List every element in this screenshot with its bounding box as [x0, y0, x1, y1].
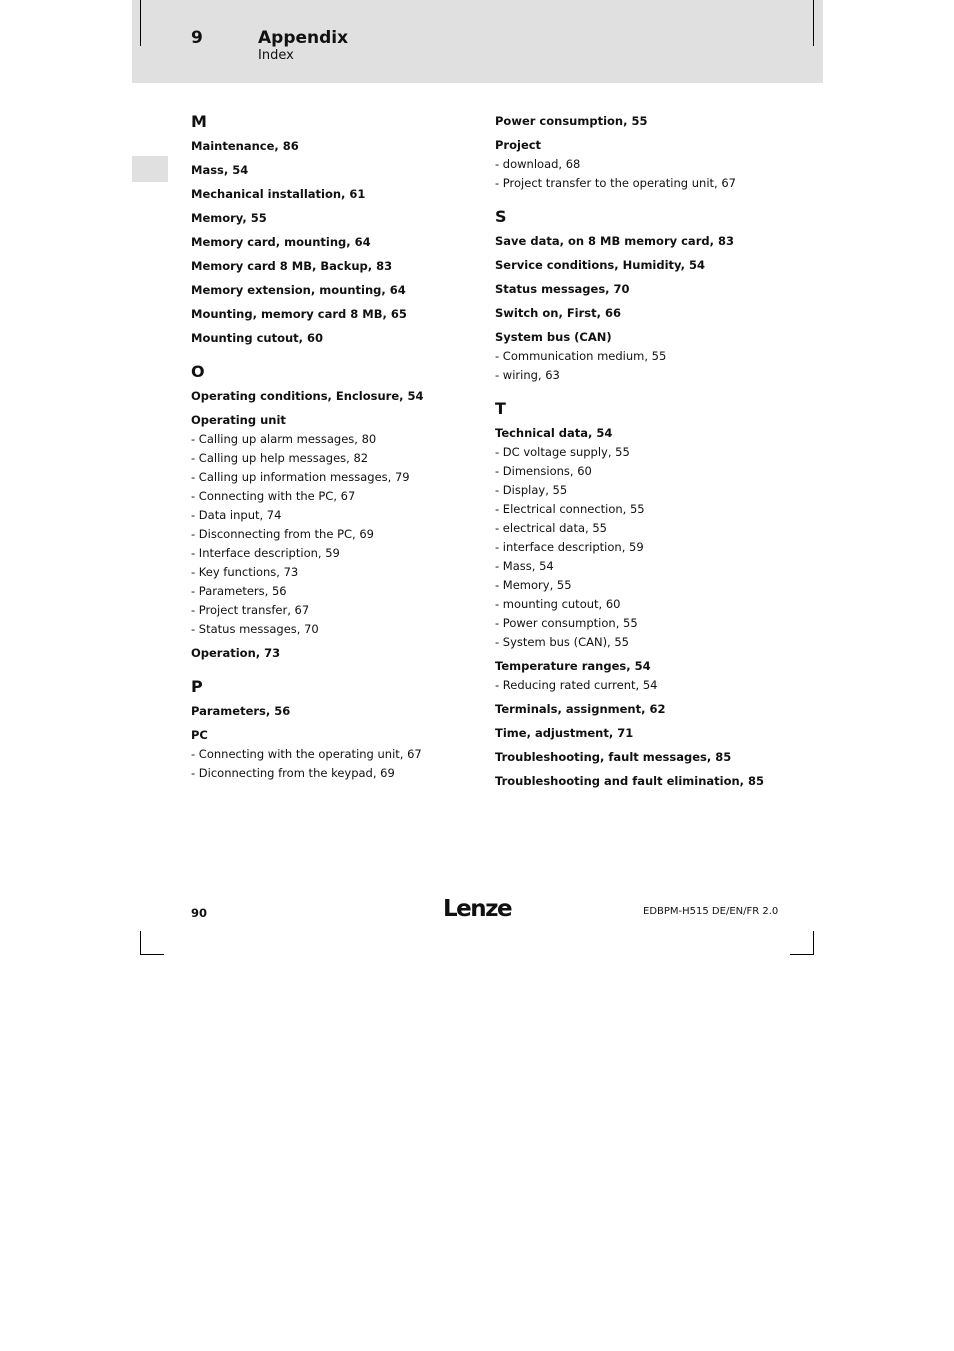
- index-subterm: - electrical data, 55: [495, 521, 607, 535]
- index-subterm: - Communication medium, 55: [495, 349, 667, 363]
- index-term: Mounting, memory card 8 MB, 65: [191, 307, 407, 321]
- crop-mark: [140, 931, 141, 955]
- index-letter-heading: O: [191, 362, 205, 381]
- crop-mark: [790, 954, 814, 955]
- index-term: Parameters, 56: [191, 704, 291, 718]
- index-subterm: - Memory, 55: [495, 578, 572, 592]
- index-entry: [495, 232, 795, 251]
- header-band: [132, 0, 823, 83]
- chapter-side-tab: [132, 156, 168, 182]
- index-entry: [191, 281, 491, 300]
- index-subterm: - Parameters, 56: [191, 584, 287, 598]
- chapter-title: Appendix: [258, 28, 349, 48]
- index-term: Terminals, assignment, 62: [495, 702, 666, 716]
- index-subterm: - Display, 55: [495, 483, 568, 497]
- crop-mark: [140, 954, 164, 955]
- index-entry: [191, 644, 491, 663]
- index-term: Switch on, First, 66: [495, 306, 622, 320]
- index-subterm: - Key functions, 73: [191, 565, 299, 579]
- index-letter-heading: P: [191, 677, 203, 696]
- index-letter-heading: T: [495, 399, 506, 418]
- index-subterm: - Mass, 54: [495, 559, 554, 573]
- index-term: Operating unit: [191, 413, 286, 427]
- index-entry: [495, 280, 795, 299]
- index-term: System bus (CAN): [495, 330, 612, 344]
- index-entry: [495, 304, 795, 323]
- index-letter-heading: S: [495, 207, 507, 226]
- index-entry: [495, 112, 795, 131]
- index-term: Mechanical installation, 61: [191, 187, 366, 201]
- index-letter-heading: M: [191, 112, 207, 131]
- index-subterm: - Interface description, 59: [191, 546, 340, 560]
- index-subterm: - Project transfer to the operating unit, 67: [495, 176, 736, 190]
- index-entry: [495, 700, 795, 719]
- chapter-number: 9: [191, 28, 203, 48]
- index-letter-group: [495, 399, 795, 791]
- crop-mark: [813, 931, 814, 955]
- index-subterm: - Project transfer, 67: [191, 603, 310, 617]
- index-subterm: - Calling up information messages, 79: [191, 470, 410, 484]
- index-term: Troubleshooting, fault messages, 85: [495, 750, 732, 764]
- index-entry: [495, 424, 795, 652]
- index-letter-group: [191, 362, 491, 663]
- index-entry: [495, 657, 795, 695]
- section-title: Index: [258, 48, 294, 63]
- index-subterm: - Calling up help messages, 82: [191, 451, 369, 465]
- index-term: Mass, 54: [191, 163, 249, 177]
- index-term: Mounting cutout, 60: [191, 331, 324, 345]
- index-term: Power consumption, 55: [495, 114, 648, 128]
- index-subterm: - System bus (CAN), 55: [495, 635, 629, 649]
- index-subterm: - Data input, 74: [191, 508, 282, 522]
- index-entry: [191, 137, 491, 156]
- index-entry: [191, 257, 491, 276]
- index-subterm: - wiring, 63: [495, 368, 560, 382]
- index-letter-group: [495, 207, 795, 385]
- index-term: Operating conditions, Enclosure, 54: [191, 389, 424, 403]
- index-term: Temperature ranges, 54: [495, 659, 651, 673]
- index-column-left: [191, 112, 491, 783]
- index-term: Memory card, mounting, 64: [191, 235, 371, 249]
- index-term: Save data, on 8 MB memory card, 83: [495, 234, 734, 248]
- page-number: 90: [191, 906, 208, 920]
- crop-mark: [813, 0, 814, 46]
- index-entry: [495, 748, 795, 767]
- index-letter-group: [191, 112, 491, 348]
- index-entry: [191, 161, 491, 180]
- index-entry: [191, 233, 491, 252]
- index-entry: [191, 329, 491, 348]
- index-entry: [191, 209, 491, 228]
- index-entry: [191, 387, 491, 406]
- index-subterm: - Reducing rated current, 54: [495, 678, 658, 692]
- document-code: EDBPM-H515 DE/EN/FR 2.0: [643, 906, 779, 917]
- index-subterm: - Status messages, 70: [191, 622, 319, 636]
- index-subterm: - mounting cutout, 60: [495, 597, 621, 611]
- index-subterm: - Electrical connection, 55: [495, 502, 645, 516]
- index-subterm: - Connecting with the PC, 67: [191, 489, 356, 503]
- index-subterm: - Disconnecting from the PC, 69: [191, 527, 374, 541]
- index-entry: [495, 772, 795, 791]
- index-term: Operation, 73: [191, 646, 281, 660]
- index-entry: [191, 702, 491, 721]
- index-term: Time, adjustment, 71: [495, 726, 634, 740]
- index-term: Memory, 55: [191, 211, 267, 225]
- index-entry: [191, 305, 491, 324]
- index-subterm: - interface description, 59: [495, 540, 644, 554]
- lenze-logo: Lenze: [443, 896, 512, 922]
- index-letter-group: [495, 112, 795, 193]
- crop-mark: [140, 0, 141, 46]
- index-term: Status messages, 70: [495, 282, 630, 296]
- index-subterm: - download, 68: [495, 157, 581, 171]
- index-column-right: [495, 112, 795, 791]
- index-subterm: - Dimensions, 60: [495, 464, 592, 478]
- index-subterm: - Power consumption, 55: [495, 616, 638, 630]
- index-term: Memory card 8 MB, Backup, 83: [191, 259, 393, 273]
- index-term: Project: [495, 138, 542, 152]
- index-entry: [191, 185, 491, 204]
- index-entry: [495, 724, 795, 743]
- index-subterm: - DC voltage supply, 55: [495, 445, 630, 459]
- index-term: Maintenance, 86: [191, 139, 299, 153]
- index-letter-group: [191, 677, 491, 783]
- index-term: PC: [191, 728, 208, 742]
- index-term: Service conditions, Humidity, 54: [495, 258, 706, 272]
- index-subterm: - Diconnecting from the keypad, 69: [191, 766, 395, 780]
- index-term: Memory extension, mounting, 64: [191, 283, 406, 297]
- index-term: Troubleshooting and fault elimination, 85: [495, 774, 765, 788]
- index-subterm: - Calling up alarm messages, 80: [191, 432, 377, 446]
- index-entry: [495, 136, 795, 193]
- index-entry: [191, 411, 491, 639]
- index-subterm: - Connecting with the operating unit, 67: [191, 747, 422, 761]
- index-term: Technical data, 54: [495, 426, 613, 440]
- index-entry: [191, 726, 491, 783]
- index-entry: [495, 256, 795, 275]
- index-entry: [495, 328, 795, 385]
